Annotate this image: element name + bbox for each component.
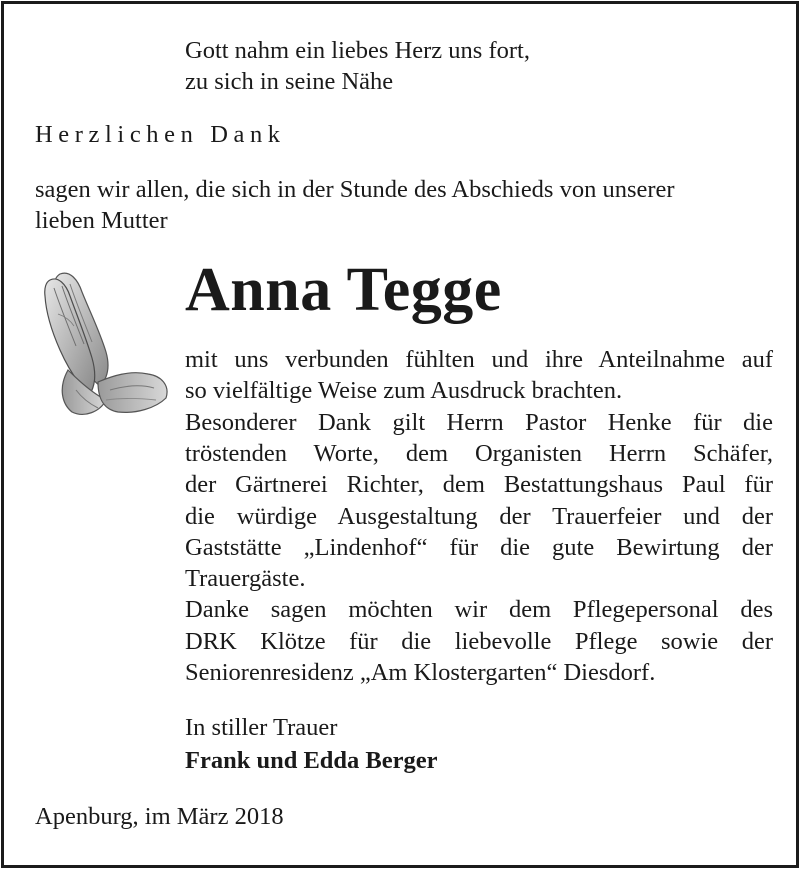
verse-line-1: Gott nahm ein liebes Herz uns fort, xyxy=(185,37,530,64)
place-date: Apenburg, im März 2018 xyxy=(35,803,284,830)
mourning-phrase: In stiller Trauer xyxy=(185,714,338,741)
body-line: so vielfältige Weise zum Ausdruck brachten. xyxy=(185,377,623,405)
body-line: der Gärtnerei Richter, dem Bestattungshaus Paul für xyxy=(185,471,773,499)
obituary-notice xyxy=(1,1,799,868)
body-line: Gaststätte „Lindenhof“ für die gute Bewirtung der xyxy=(185,533,773,561)
verse-line-2: zu sich in seine Nähe xyxy=(185,68,394,95)
deceased-name: Anna Tegge xyxy=(185,256,502,324)
thanks-heading: Herzlichen Dank xyxy=(35,121,286,148)
praying-hands-icon xyxy=(40,266,176,426)
intro-line-2: lieben Mutter xyxy=(35,207,168,234)
body-line: die würdige Ausgestaltung der Trauerfeier und der xyxy=(185,502,773,530)
body-line: mit uns verbunden fühlten und ihre Anteilnahme auf xyxy=(185,346,773,373)
body-line: Besonderer Dank gilt Herrn Pastor Henke für die xyxy=(185,408,773,436)
body-line: Trauergäste. xyxy=(185,565,306,593)
body-line: Danke sagen möchten wir dem Pflegepersonal des xyxy=(185,596,773,624)
intro-line-1: sagen wir allen, die sich in der Stunde des Abschieds von unserer xyxy=(35,176,675,203)
signatories: Frank und Edda Berger xyxy=(185,747,438,774)
body-line: tröstenden Worte, dem Organisten Herrn Schäfer, xyxy=(185,439,773,467)
body-line: DRK Klötze für die liebevolle Pflege sowie der xyxy=(185,627,773,655)
body-line: Seniorenresidenz „Am Klostergarten“ Diesdorf. xyxy=(185,659,656,686)
